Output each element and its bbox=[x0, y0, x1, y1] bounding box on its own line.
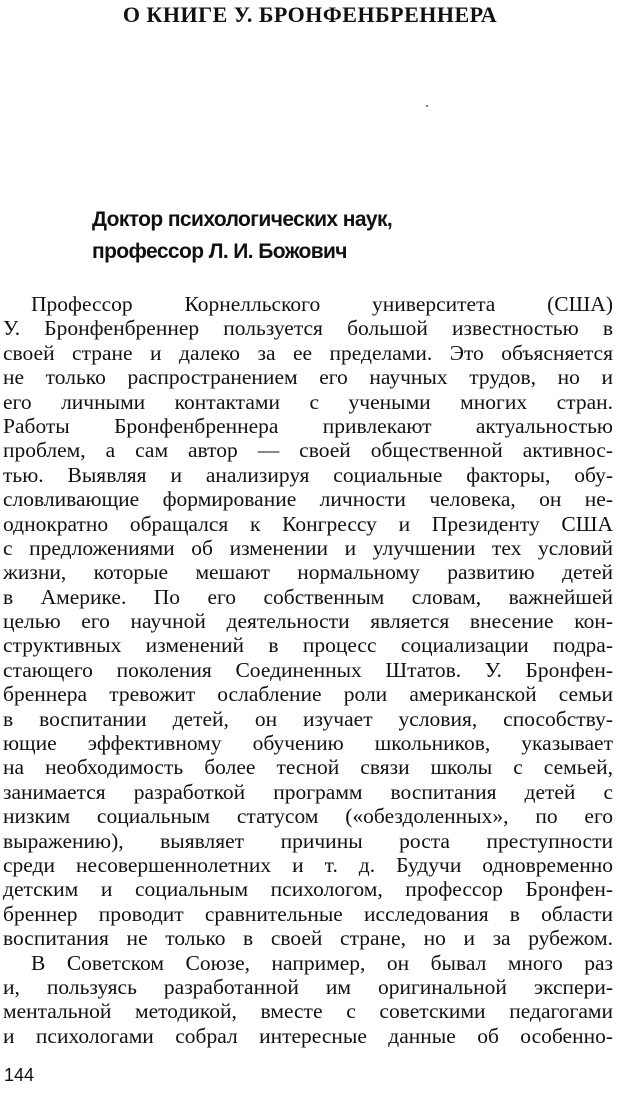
text-line: на необходимость более тесной связи школы с семьей, bbox=[3, 755, 613, 780]
text-line: В Советском Союзе, например, он бывал много раз bbox=[31, 950, 613, 975]
text-line: детским и социальным психологом, профессор Бронфен- bbox=[3, 877, 613, 902]
text-line: своей стране и далеко за ее пределами. Это объясняется bbox=[3, 340, 613, 365]
text-line: стающего поколения Соединенных Штатов. У. Бронфен- bbox=[3, 657, 613, 682]
chapter-title: О КНИГЕ У. БРОНФЕНБРЕННЕРА bbox=[122, 2, 498, 27]
print-speck bbox=[426, 105, 428, 107]
text-line: занимается разработкой программ воспитания детей с bbox=[3, 779, 613, 804]
text-line: тью. Выявляя и анализируя социальные факторы, обу- bbox=[3, 462, 613, 487]
text-line: однократно обращался к Конгрессу и Президенту США bbox=[3, 511, 613, 536]
text-line: структивных изменений в процесс социализации подра- bbox=[3, 633, 613, 658]
author-name: профессор Л. И. Божович bbox=[92, 240, 347, 263]
text-line: Работы Бронфенбреннера привлекают актуальностью bbox=[3, 413, 613, 438]
text-line: его личными контактами с учеными многих стран. bbox=[3, 389, 613, 414]
text-line: ментальной методикой, вместе с советскими педагогами bbox=[3, 999, 613, 1024]
author-byline bbox=[92, 204, 392, 268]
text-line: низким социальным статусом («обездоленных», по его bbox=[3, 804, 613, 829]
text-line: целью его научной деятельности является внесение кон- bbox=[3, 609, 613, 634]
page-number: 144 bbox=[4, 1065, 35, 1085]
text-line: не только распространением его научных трудов, но и bbox=[3, 365, 613, 390]
body-text bbox=[3, 292, 613, 1048]
text-line: словливающие формирование личности человека, он не- bbox=[3, 487, 613, 512]
text-line: ющие эффективному обучению школьников, указывает bbox=[3, 731, 613, 756]
text-line: жизни, которые мешают нормальному развитию детей bbox=[3, 560, 613, 585]
text-line: выражению), выявляет причины роста преступности bbox=[3, 828, 613, 853]
text-line: и, пользуясь разработанной им оригинальной экспери- bbox=[3, 974, 613, 999]
text-line: У. Бронфенбреннер пользуется большой известностью в bbox=[3, 316, 613, 341]
text-line: Профессор Корнелльского университета (США) bbox=[31, 292, 613, 316]
text-line: воспитания не только в своей стране, но и за рубежом. bbox=[3, 926, 613, 951]
text-line: бреннера тревожит ослабление роли американской семьи bbox=[3, 682, 613, 707]
text-line: среди несовершеннолетних и т. д. Будучи одновременно bbox=[3, 852, 613, 877]
text-line: бреннер проводит сравнительные исследования в области bbox=[3, 901, 613, 926]
text-line: с предложениями об изменении и улучшении тех условий bbox=[3, 535, 613, 560]
text-line: проблем, а сам автор — своей общественной активнос- bbox=[3, 438, 613, 463]
author-degree: Доктор психологических наук, bbox=[92, 208, 393, 231]
text-line: в Америке. По его собственным словам, важнейшей bbox=[3, 584, 613, 609]
text-line: в воспитании детей, он изучает условия, способству- bbox=[3, 706, 613, 731]
text-line: и психологами собрал интересные данные об особенно- bbox=[3, 1023, 613, 1048]
